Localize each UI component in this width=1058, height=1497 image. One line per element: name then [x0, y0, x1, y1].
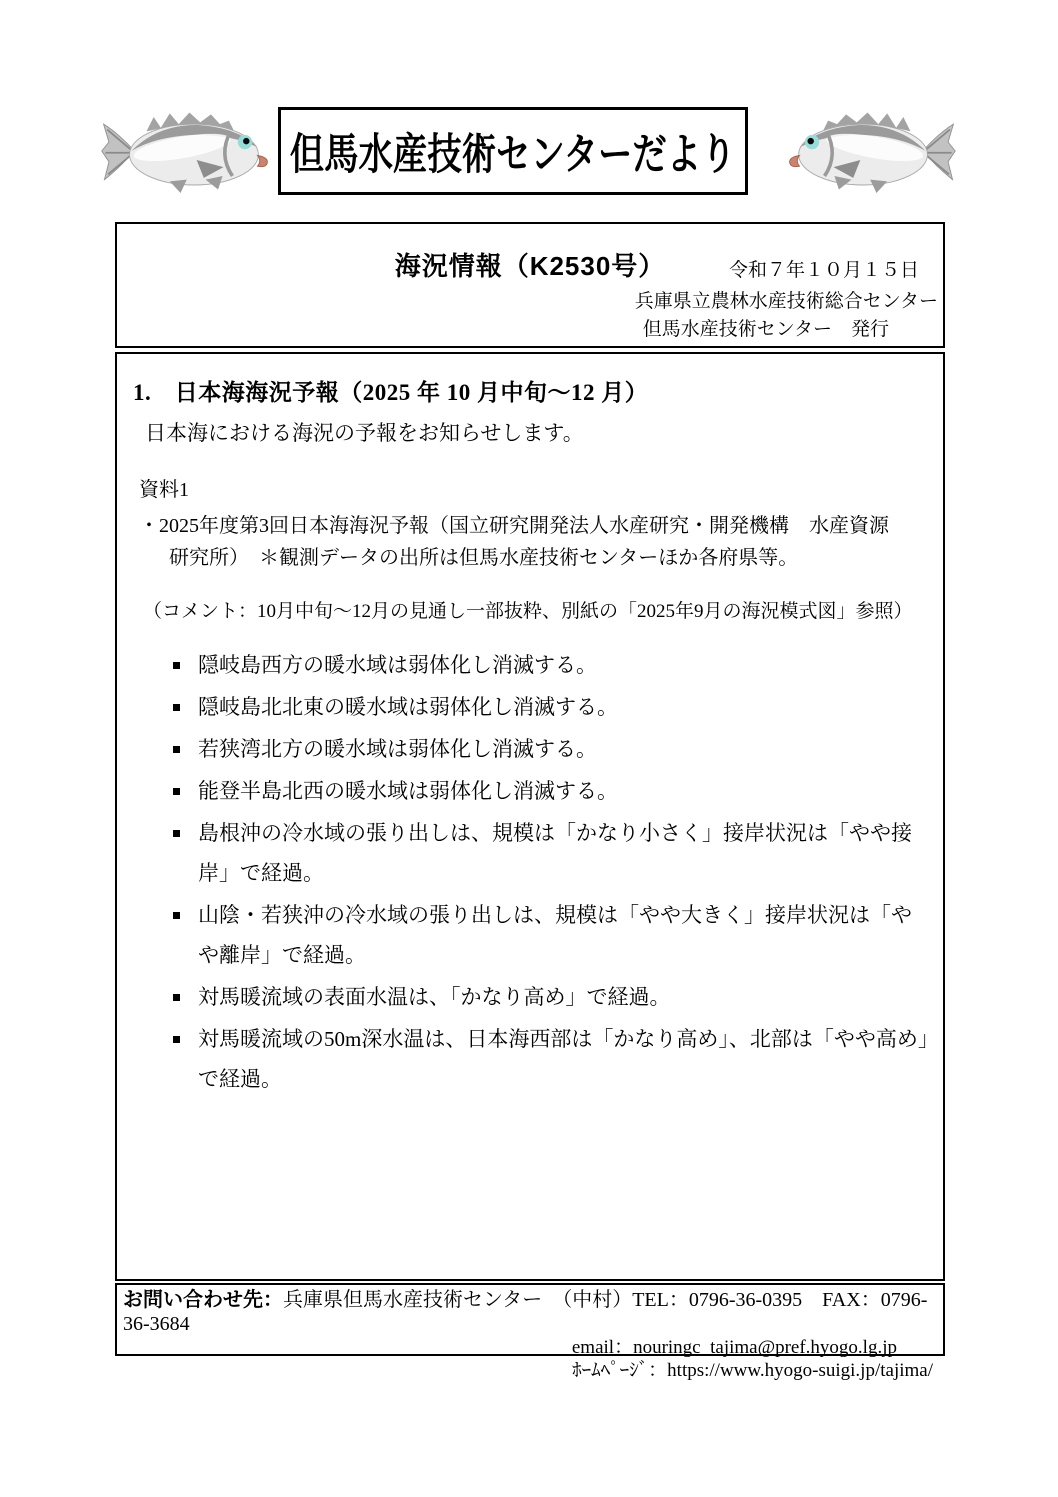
- newsletter-title: 但馬水産技術センターだより: [290, 130, 736, 179]
- contact-info: 兵庫県但馬水産技術センター （中村）TEL：0796-36-0395 FAX：0796-36-3684: [123, 1289, 928, 1335]
- sea-bream-icon: [787, 105, 957, 197]
- bullet-square-icon: [173, 994, 180, 1001]
- forecast-item-text: 隠岐島西方の暖水域は弱体化し消滅する。: [198, 653, 597, 677]
- forecast-item-text: 能登半島北西の暖水域は弱体化し消滅する。: [198, 779, 618, 803]
- forecast-item: [173, 687, 929, 727]
- forecast-item-text: 隠岐島北北東の暖水域は弱体化し消滅する。: [198, 695, 618, 719]
- material-source-line2: 研究所） ＊観測データの出所は但馬水産技術センターほか各府県等。: [169, 547, 799, 569]
- bullet-square-icon: [173, 830, 180, 837]
- forecast-item: [173, 977, 929, 1017]
- fish-right-icon: [787, 105, 957, 197]
- forecast-item: [173, 645, 929, 685]
- contact-box: [115, 1283, 945, 1381]
- forecast-item-text: 島根沖の冷水域の張り出しは、規模は「かなり小さく」接岸状況は「やや接岸」で経過。: [198, 821, 912, 885]
- forecast-item: [173, 895, 929, 975]
- main-content-box: [115, 352, 945, 1281]
- bullet-square-icon: [173, 746, 180, 753]
- contact-email: email：nouringc_tajima@pref.hyogo.lg.jp: [571, 1337, 897, 1358]
- issue-header-box: [115, 222, 945, 348]
- masthead-title-box: [278, 107, 748, 195]
- forecast-item-text: 若狭湾北方の暖水域は弱体化し消滅する。: [198, 737, 597, 761]
- forecast-item: [173, 729, 929, 769]
- material-source-line1: ・2025年度第3回日本海海況予報（国立研究開発法人水産研究・開発機構 水産資源: [139, 515, 889, 537]
- forecast-item: [173, 813, 929, 893]
- section-intro: 日本海における海況の予報をお知らせします。: [145, 421, 584, 445]
- masthead: [0, 103, 1058, 198]
- fish-left-icon: [100, 105, 270, 197]
- forecast-item: [173, 1019, 929, 1099]
- contact-homepage: ﾎｰﾑﾍﾟｰｼﾞ：https://www.hyogo-suigi.jp/tajima/: [572, 1360, 933, 1381]
- bullet-square-icon: [173, 912, 180, 919]
- forecast-item-text: 対馬暖流域の表面水温は、「かなり高め」で経過。: [198, 985, 671, 1009]
- sea-bream-icon: [100, 105, 270, 197]
- bullet-square-icon: [173, 1036, 180, 1043]
- issue-title: 海況情報（K2530号）: [394, 251, 666, 281]
- forecast-item-text: 対馬暖流域の50m深水温は、日本海西部は「かなり高め」、北部は「やや高め」で経過。: [198, 1027, 929, 1091]
- issuing-org-line2: 但馬水産技術センター 発行: [642, 319, 889, 340]
- comment-note: （コメント：10月中旬～12月の見通し一部抜粋、別紙の「2025年9月の海況模式図」参照）: [143, 601, 913, 622]
- bullet-square-icon: [173, 704, 180, 711]
- forecast-item: [173, 771, 929, 811]
- issuing-organization: [117, 288, 943, 344]
- forecast-list: [173, 645, 929, 1099]
- contact-label: お問い合わせ先：: [123, 1289, 283, 1311]
- issue-date: 令和７年１０月１５日: [728, 260, 919, 281]
- issuing-org-line1: 兵庫県立農林水産技術総合センター: [634, 291, 938, 312]
- section-title: 1. 日本海海況予報（2025 年 10 月中旬～12 月）: [133, 380, 649, 405]
- bullet-square-icon: [173, 788, 180, 795]
- content-column: [115, 222, 945, 1381]
- material-label: 資料1: [139, 479, 189, 501]
- bullet-square-icon: [173, 662, 180, 669]
- forecast-item-text: 山陰・若狭沖の冷水域の張り出しは、規模は「やや大きく」接岸状況は「やや離岸」で経過。: [198, 903, 912, 967]
- contact-line: [123, 1288, 937, 1336]
